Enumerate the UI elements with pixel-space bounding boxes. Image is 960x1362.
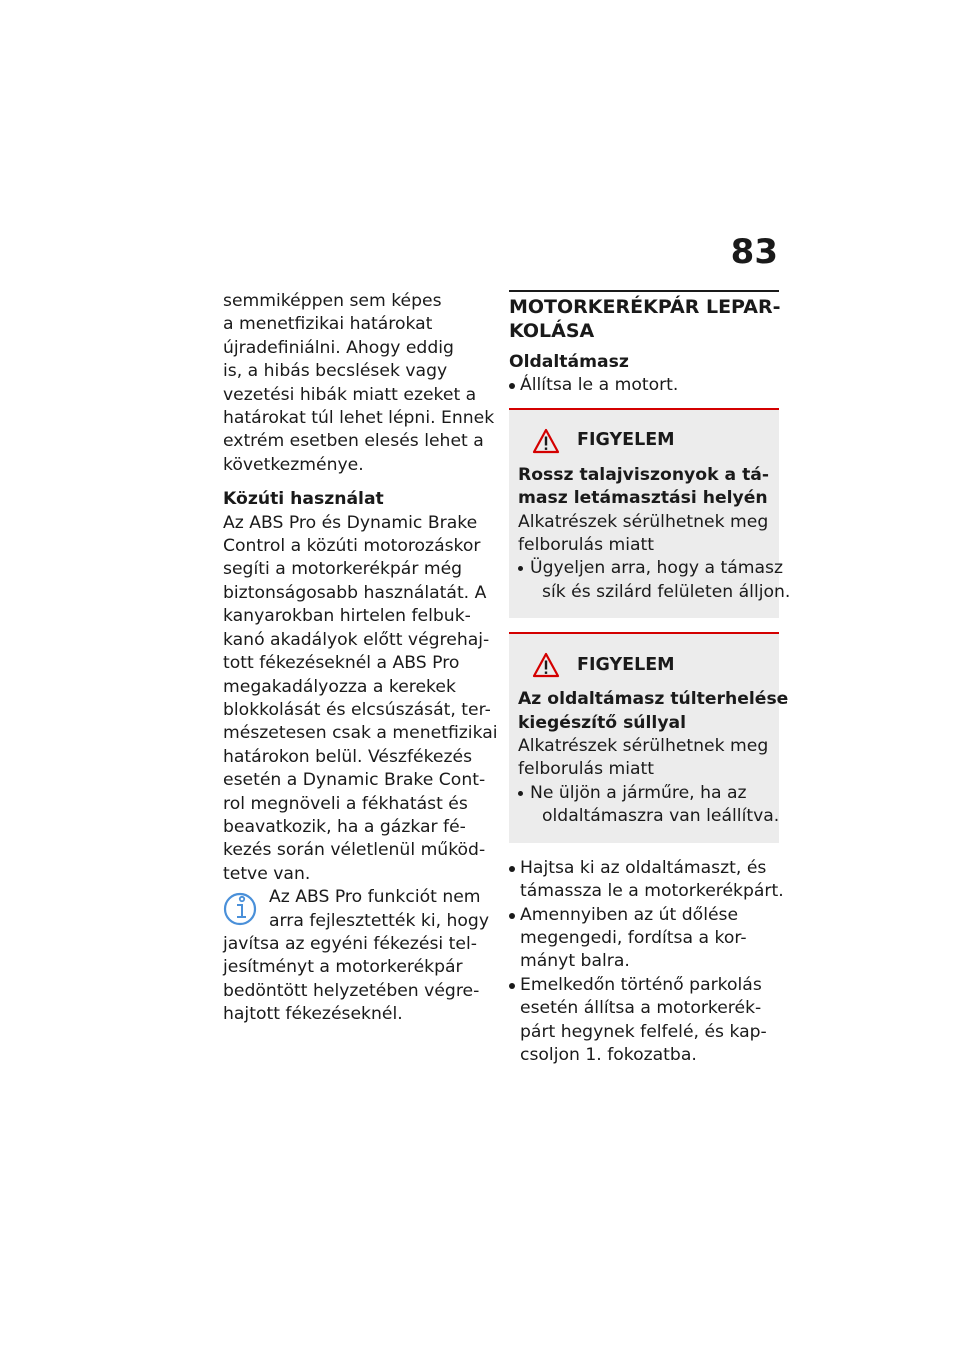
text-line: megengedi, fordítsa a kor- bbox=[520, 927, 747, 948]
text-line: felborulás miatt bbox=[518, 535, 655, 556]
warning-title: Az oldaltámasz túlterhelése bbox=[518, 689, 789, 710]
text-line: esetén a Dynamic Brake Cont- bbox=[223, 770, 486, 791]
text-line: Alkatrészek sérülhetnek meg bbox=[518, 511, 769, 532]
section-title bbox=[509, 295, 779, 343]
text-line: csoljon 1. fokozatba. bbox=[520, 1044, 697, 1065]
warning-label: FIGYELEM bbox=[577, 654, 675, 675]
warning-title: kiegészítő súllyal bbox=[518, 712, 687, 733]
list-item bbox=[509, 857, 784, 904]
right-column bbox=[509, 290, 791, 1067]
text-line: a menetfizikai határokat bbox=[223, 314, 433, 335]
list-item bbox=[518, 557, 791, 604]
text-line: semmiképpen sem képes bbox=[223, 291, 442, 311]
section-rule bbox=[509, 290, 779, 292]
text-line: hajtott fékezéseknél. bbox=[223, 1004, 403, 1025]
text-line: újradefiniálni. Ahogy eddig bbox=[223, 337, 454, 358]
text-line: Állítsa le a motort. bbox=[520, 375, 679, 396]
text-line: Control a közúti motorozáskor bbox=[223, 536, 481, 557]
road-use-section bbox=[223, 488, 498, 886]
warning-box bbox=[509, 632, 789, 842]
intro-paragraph bbox=[223, 290, 495, 477]
text-line: beavatkozik, ha a gázkar fé- bbox=[223, 816, 466, 837]
text-line: tetve van. bbox=[223, 863, 311, 884]
text-line: vezetési hibák miatt ezeket a bbox=[223, 384, 477, 405]
text-line: határokat túl lehet lépni. Ennek bbox=[223, 408, 495, 429]
text-line: Ügyeljen arra, hogy a támasz bbox=[530, 558, 784, 579]
text-line: Alkatrészek sérülhetnek meg bbox=[518, 736, 769, 757]
warning-triangle-icon bbox=[532, 652, 560, 678]
text-line: segíti a motorkerékpár még bbox=[223, 559, 463, 580]
list-item bbox=[518, 782, 780, 829]
text-line: Emelkedőn történő parkolás bbox=[520, 974, 762, 995]
text-line: extrém esetben elesés lehet a bbox=[223, 431, 484, 452]
text-line: Hajtsa ki az oldaltámaszt, és bbox=[520, 857, 767, 878]
text-line: határokon belül. Vészfékezés bbox=[223, 746, 473, 767]
text-line: bedöntött helyzetében végre- bbox=[223, 980, 480, 1001]
left-column bbox=[223, 290, 498, 1027]
text-line: megakadályozza a kerekek bbox=[223, 676, 456, 697]
text-line: következménye. bbox=[223, 454, 364, 475]
warning-header bbox=[532, 428, 771, 454]
text-line: Az ABS Pro funkciót nem bbox=[269, 887, 481, 908]
text-line: biztonságosabb használatát. A bbox=[223, 582, 487, 603]
text-line: javítsa az egyéni fékezési tel- bbox=[223, 933, 477, 954]
text-line: Az ABS Pro és Dynamic Brake bbox=[223, 512, 478, 533]
road-use-heading: Közúti használat bbox=[223, 489, 384, 510]
warning-triangle-icon bbox=[532, 428, 560, 454]
warning-header bbox=[532, 652, 771, 678]
text-line: mányt balra. bbox=[520, 951, 630, 972]
text-line: Amennyiben az út dőlése bbox=[520, 904, 739, 925]
text-line: Ne üljön a járműre, ha az bbox=[530, 782, 747, 803]
section-title-line: KOLÁSA bbox=[509, 320, 595, 342]
text-line: arra fejlesztették ki, hogy bbox=[269, 910, 490, 931]
text-line: jesítményt a motorkerékpár bbox=[223, 957, 463, 978]
section-title-line: MOTORKERÉKPÁR LEPAR- bbox=[509, 296, 781, 318]
text-line: felborulás miatt bbox=[518, 759, 655, 780]
text-line: kanó akadályok előtt végrehaj- bbox=[223, 629, 490, 650]
list-item bbox=[509, 974, 779, 1068]
text-line: blokkolását és elcsúszását, ter- bbox=[223, 699, 491, 720]
info-note bbox=[223, 886, 491, 1026]
text-line: kezés során véletlenül működ- bbox=[223, 840, 486, 861]
text-line: tott fékezéseknél a ABS Pro bbox=[223, 653, 460, 674]
text-line: párt hegynek felfelé, és kap- bbox=[520, 1021, 767, 1042]
list-item bbox=[509, 374, 779, 397]
warning-title: Rossz talajviszonyok a tá- bbox=[518, 464, 770, 485]
warning-title: masz letámasztási helyén bbox=[518, 488, 768, 509]
warning-box bbox=[509, 408, 791, 618]
text-line: esetén állítsa a motorkerék- bbox=[520, 998, 762, 1019]
side-stand-heading: Oldaltámasz bbox=[509, 352, 629, 372]
text-line: is, a hibás becslések vagy bbox=[223, 361, 448, 382]
text-line: támassza le a motorkerékpárt. bbox=[520, 881, 784, 902]
text-line: oldaltámaszra van leállítva. bbox=[542, 806, 780, 827]
list-item bbox=[509, 904, 779, 974]
text-line: sík és szilárd felületen álljon. bbox=[542, 581, 791, 602]
text-line: mészetesen csak a menetfizikai bbox=[223, 723, 498, 744]
page-number: 83 bbox=[730, 232, 778, 272]
info-icon bbox=[223, 888, 263, 928]
text-line: kanyarokban hirtelen felbuk- bbox=[223, 606, 471, 627]
warning-label: FIGYELEM bbox=[577, 430, 675, 451]
text-line: rol megnöveli a fékhatást és bbox=[223, 793, 468, 814]
